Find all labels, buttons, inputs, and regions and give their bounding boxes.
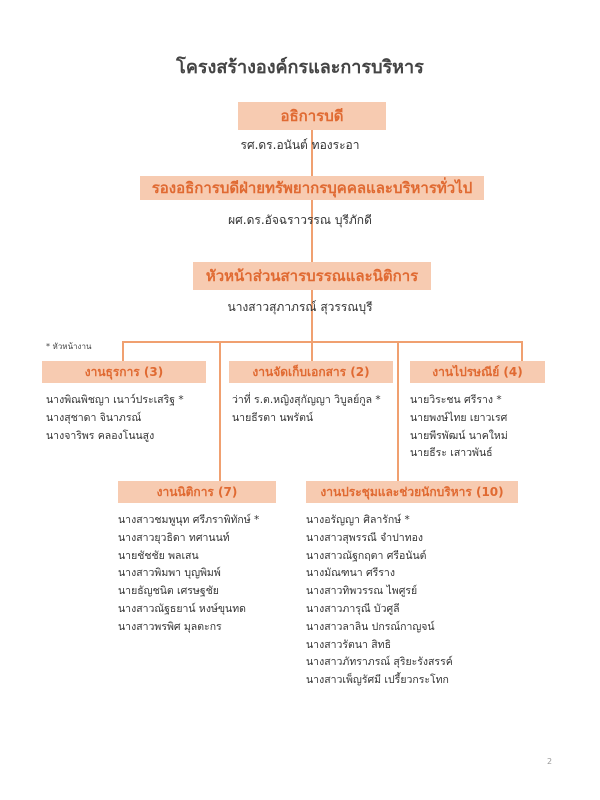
head-name: นางสาวสุภาภรณ์ สุวรรณบุรี xyxy=(227,300,373,314)
member-item: นายพีรพัฒน์ นาคใหม่ xyxy=(410,429,508,442)
member-item: นายธีระ เสาวพันธ์ xyxy=(410,447,493,460)
member-item: นางสาวทิพวรรณ ไพศูรย์ xyxy=(306,585,418,598)
connector-archive xyxy=(311,341,313,361)
unit-meeting-box: งานประชุมและช่วยนักบริหาร (10) xyxy=(306,481,518,503)
member-item: นางสาวภารุณี บัวศูลี xyxy=(306,602,400,615)
member-item: นางสาวพรพิศ มุลตะกร xyxy=(118,620,222,633)
connector-business xyxy=(122,341,124,361)
head-box: หัวหน้าส่วนสารบรรณและนิติการ xyxy=(193,262,431,290)
unit-meeting-members xyxy=(306,512,453,690)
unit-business-members xyxy=(46,392,184,445)
member-item: นางพิณพิชญา เนาว์ประเสริฐ * xyxy=(46,394,184,406)
member-item: ว่าที่ ร.ต.หญิงสุกัญญา วิบูลย์กูล * xyxy=(232,394,381,406)
member-item: นางจาริพร คลองโนนสูง xyxy=(46,429,155,442)
connector-vp-head xyxy=(311,200,313,262)
member-item: นางสาวสุพรรณี จำปาทอง xyxy=(306,531,424,544)
member-item: นางสาวชมพูนุท ศรีภราพิทักษ์ * xyxy=(118,514,260,526)
member-item: นางสาวรัตนา สิทธิ xyxy=(306,638,392,651)
unit-archive-members xyxy=(232,392,381,428)
member-item: นางอรัญญา ศิลารักษ์ * xyxy=(306,514,410,526)
legend-note: * หัวหน้างาน xyxy=(46,342,92,351)
page-title: โครงสร้างองค์กรและการบริหาร xyxy=(176,57,424,78)
vice-president-box: รองอธิการบดีฝ่ายทรัพยากรบุคคลและบริหารทั่วไป xyxy=(140,176,484,200)
member-item: นางสาวณัฐกฤตา ศรีอนันต์ xyxy=(306,549,427,562)
member-item: นางสาวลาลิน ปกรณ์กาญจน์ xyxy=(306,620,435,633)
member-item: นางสุชาดา จินาภรณ์ xyxy=(46,411,142,424)
unit-business-box: งานธุรการ (3) xyxy=(42,361,206,383)
member-item: นายพงษ์ไทย เยาวเรศ xyxy=(410,411,508,424)
page-number: 2 xyxy=(547,757,553,766)
unit-postal-members xyxy=(410,392,508,463)
member-item: นายธัญชนิต เศรษฐชัย xyxy=(118,585,219,598)
member-item: นางสาวพิมพา บุญพิมพ์ xyxy=(118,567,221,580)
connector-meeting xyxy=(397,341,399,481)
unit-legal-box: งานนิติการ (7) xyxy=(118,481,276,503)
connector-postal xyxy=(521,341,523,361)
connector-horizontal-bar xyxy=(122,341,523,343)
member-item: นายธีรตา นพรัตน์ xyxy=(232,411,314,424)
member-item: นายวิระชน ศรีราง * xyxy=(410,394,502,406)
member-item: นางมัณฑนา ศรีราง xyxy=(306,567,395,580)
unit-postal-box: งานไปรษณีย์ (4) xyxy=(410,361,545,383)
unit-archive-box: งานจัดเก็บเอกสาร (2) xyxy=(229,361,393,383)
member-item: นางสาวภัทราภรณ์ สุริยะรังสรรค์ xyxy=(306,656,453,669)
president-box: อธิการบดี xyxy=(238,102,386,130)
president-name: รศ.ดร.อนันต์ ทองระอา xyxy=(240,138,360,152)
connector-legal xyxy=(219,341,221,481)
member-item: นางสาวเพ็ญรัศมี เปรี้ยวกระโทก xyxy=(306,674,449,687)
member-item: นางสาวณัฐธยาน์ หงษ์ขุนทด xyxy=(118,602,246,615)
member-item: นางสาวยุวธิดา ทศานนท์ xyxy=(118,531,230,544)
vice-president-name: ผศ.ดร.อัจฉราวรรณ บุรีภักดี xyxy=(228,213,372,227)
unit-legal-members xyxy=(118,512,259,637)
member-item: นายชัชชัย พลเสน xyxy=(118,549,199,562)
